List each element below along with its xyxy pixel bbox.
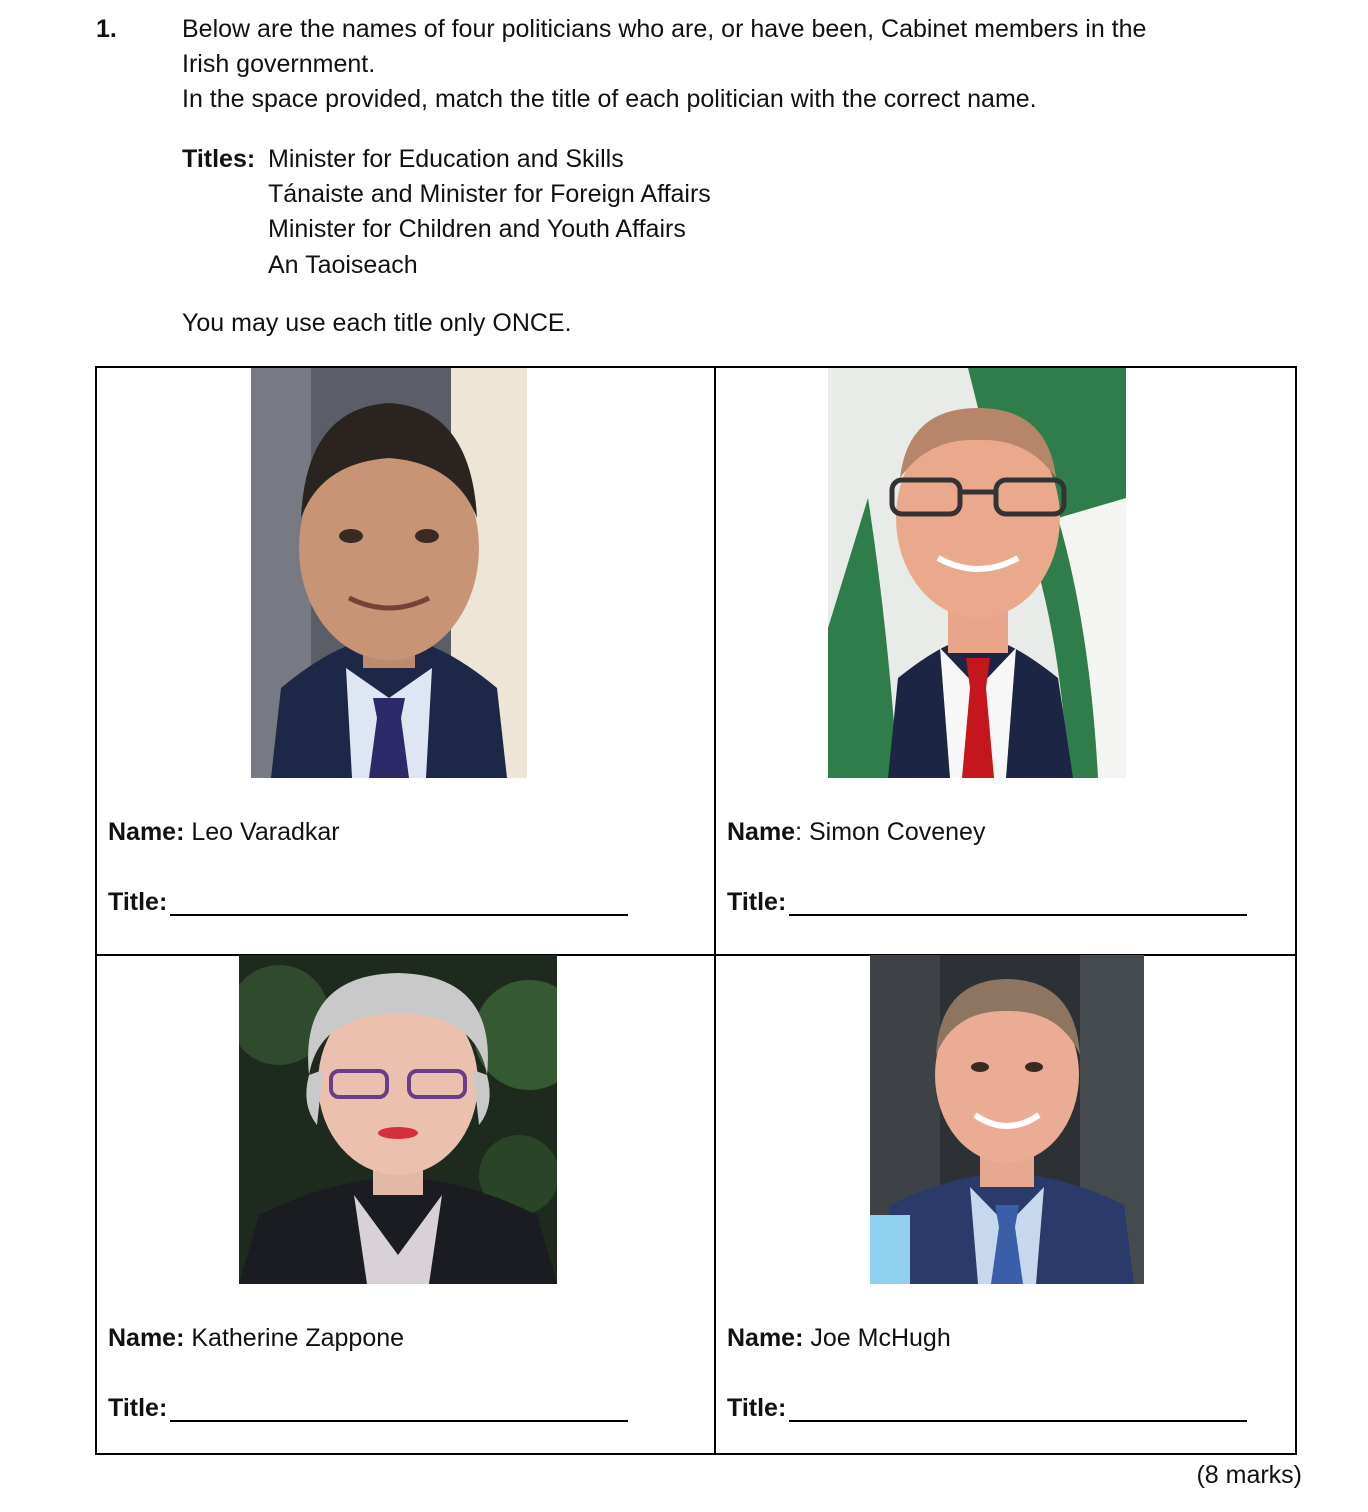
name-label: Name [727,818,796,846]
cell-3-title-blank[interactable] [170,1420,628,1422]
politician-name: Joe McHugh [810,1324,951,1352]
cell-1-title-label: Title: [108,888,168,916]
cell-3-title-label: Title: [108,1394,168,1422]
cell-2-name [727,815,985,850]
title-option-2: Tánaiste and Minister for Foreign Affairs [268,180,711,208]
cell-3-name [108,1321,404,1356]
title-option-1: Minister for Education and Skills [268,145,624,173]
title-option-4: An Taoiseach [268,251,418,279]
instruction-note: You may use each title only ONCE. [182,309,572,337]
politician-name: : Simon Coveney [795,818,986,846]
photo-joe-mchugh [870,955,1144,1284]
cell-1-title-blank[interactable] [170,914,628,916]
cell-4-title-blank[interactable] [789,1420,1247,1422]
photo-simon-coveney [828,368,1126,778]
intro-line-1: Below are the names of four politicians who are, or have been, Cabinet members in the [182,15,1147,43]
marks-label: (8 marks) [1196,1461,1302,1489]
photo-katherine-zappone [239,955,557,1284]
titles-label: Titles: [182,145,256,173]
cell-1-name [108,815,340,850]
question-number: 1. [96,15,117,43]
cell-4-name [727,1321,951,1356]
politician-name: Katherine Zappone [191,1324,405,1352]
photo-leo-varadkar [251,368,527,778]
title-option-3: Minister for Children and Youth Affairs [268,215,686,243]
name-label: Name: [108,818,185,846]
cell-2-title-blank[interactable] [789,914,1247,916]
intro-line-2: Irish government. [182,50,376,78]
intro-line-3: In the space provided, match the title of each politician with the correct name. [182,85,1037,113]
grid-divider-vertical [714,368,716,1453]
politician-name: Leo Varadkar [191,818,340,846]
cell-2-title-label: Title: [727,888,787,916]
cell-4-title-label: Title: [727,1394,787,1422]
name-label: Name: [108,1324,185,1352]
name-label: Name: [727,1324,804,1352]
